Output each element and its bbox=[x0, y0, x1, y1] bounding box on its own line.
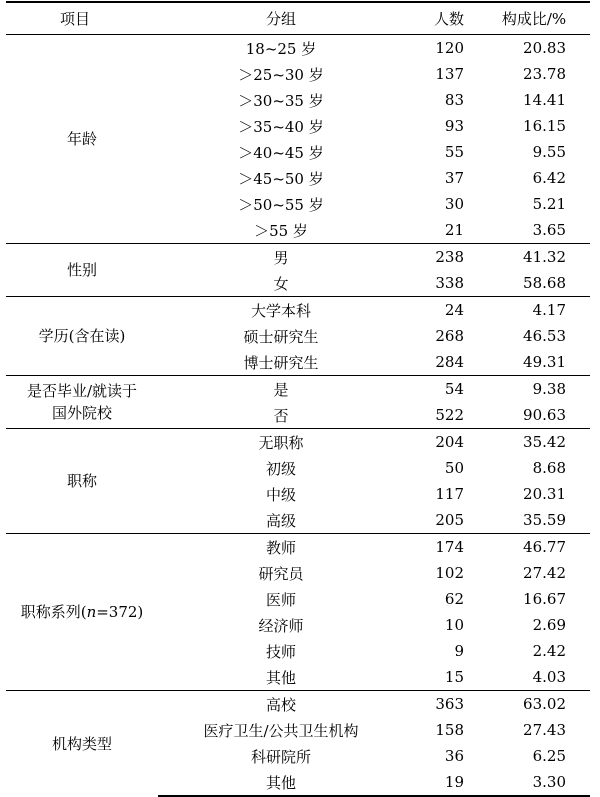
percent-cell: 6.25 bbox=[532, 747, 566, 765]
count-cell: 10 bbox=[444, 616, 464, 634]
percent-cell: 2.42 bbox=[532, 642, 566, 660]
count-cell: 54 bbox=[404, 376, 478, 403]
percent-cell: 14.41 bbox=[523, 91, 566, 109]
category-overseas-line2: 国外院校 bbox=[51, 404, 112, 422]
group-cell: ＞25~30 岁 bbox=[238, 65, 324, 84]
count-cell: 338 bbox=[435, 274, 464, 292]
group-cell: ＞40~45 岁 bbox=[238, 143, 324, 162]
percent-cell: 9.55 bbox=[532, 143, 566, 161]
percent-cell: 9.38 bbox=[478, 376, 590, 403]
header-count: 人数 bbox=[404, 2, 478, 35]
category-gender: 性别 bbox=[6, 244, 158, 297]
group-cell: 大学本科 bbox=[158, 297, 404, 324]
percent-cell: 46.77 bbox=[478, 534, 590, 561]
category-institution: 机构类型 bbox=[6, 691, 158, 797]
header-item: 项目 bbox=[6, 2, 158, 35]
percent-cell: 3.30 bbox=[478, 769, 590, 796]
group-cell: 男 bbox=[158, 244, 404, 271]
group-cell: 否 bbox=[273, 406, 289, 425]
header-group: 分组 bbox=[158, 2, 404, 35]
percent-cell: 20.83 bbox=[478, 35, 590, 62]
percent-cell: 20.31 bbox=[523, 485, 566, 503]
percent-cell: 35.59 bbox=[523, 511, 566, 529]
count-cell: 117 bbox=[435, 485, 464, 503]
count-cell: 93 bbox=[444, 117, 464, 135]
group-cell: 医师 bbox=[265, 590, 296, 609]
count-cell: 30 bbox=[444, 195, 464, 213]
percent-cell: 16.15 bbox=[523, 117, 566, 135]
percent-cell: 6.42 bbox=[532, 169, 566, 187]
group-cell: 高校 bbox=[158, 691, 404, 718]
percent-cell: 23.78 bbox=[523, 65, 566, 83]
category-age: 年龄 bbox=[6, 35, 158, 244]
percent-cell: 35.42 bbox=[478, 429, 590, 456]
category-title-series-pre: 职称系列( bbox=[20, 603, 87, 621]
percent-cell: 58.68 bbox=[523, 274, 566, 292]
count-cell: 62 bbox=[444, 590, 464, 608]
group-cell: 科研院所 bbox=[250, 747, 311, 766]
percent-cell: 41.32 bbox=[478, 244, 590, 271]
count-cell: 83 bbox=[444, 91, 464, 109]
group-cell: 教师 bbox=[158, 534, 404, 561]
table-row bbox=[6, 376, 590, 403]
percent-cell: 63.02 bbox=[478, 691, 590, 718]
group-cell: ＞35~40 岁 bbox=[238, 117, 324, 136]
group-cell: 博士研究生 bbox=[243, 353, 319, 372]
group-cell: 研究员 bbox=[258, 564, 304, 583]
count-cell: 120 bbox=[404, 35, 478, 62]
category-overseas bbox=[6, 376, 158, 429]
group-cell: 无职称 bbox=[158, 429, 404, 456]
percent-cell: 4.03 bbox=[532, 668, 566, 686]
header-row bbox=[6, 2, 590, 35]
demographics-table bbox=[6, 1, 590, 797]
header-percent: 构成比/% bbox=[478, 2, 590, 35]
table-row bbox=[6, 534, 590, 561]
percent-cell: 49.31 bbox=[523, 353, 566, 371]
count-cell: 37 bbox=[444, 169, 464, 187]
category-title: 职称 bbox=[6, 429, 158, 534]
count-cell: 137 bbox=[435, 65, 464, 83]
count-cell: 55 bbox=[444, 143, 464, 161]
percent-cell: 2.69 bbox=[532, 616, 566, 634]
category-title-series-n: n bbox=[86, 603, 97, 621]
count-cell: 284 bbox=[435, 353, 464, 371]
category-education: 学历(含在读) bbox=[6, 297, 158, 376]
count-cell: 522 bbox=[435, 406, 464, 424]
count-cell: 24 bbox=[404, 297, 478, 324]
count-cell: 21 bbox=[444, 221, 464, 239]
group-cell: ＞50~55 岁 bbox=[238, 195, 324, 214]
table-row bbox=[6, 35, 590, 62]
table-row bbox=[6, 429, 590, 456]
group-cell: ＞30~35 岁 bbox=[238, 91, 324, 110]
count-cell: 102 bbox=[435, 564, 464, 582]
group-cell: 初级 bbox=[265, 459, 296, 478]
percent-cell: 90.63 bbox=[523, 406, 566, 424]
count-cell: 36 bbox=[444, 747, 464, 765]
group-cell: ＞55 岁 bbox=[254, 221, 308, 240]
group-cell: ＞45~50 岁 bbox=[238, 169, 324, 188]
count-cell: 205 bbox=[435, 511, 464, 529]
table-row bbox=[6, 244, 590, 271]
count-cell: 50 bbox=[444, 459, 464, 477]
count-cell: 19 bbox=[404, 769, 478, 796]
percent-cell: 8.68 bbox=[532, 459, 566, 477]
percent-cell: 27.42 bbox=[523, 564, 566, 582]
group-cell: 高级 bbox=[265, 511, 296, 530]
group-cell: 女 bbox=[273, 274, 289, 293]
percent-cell: 16.67 bbox=[523, 590, 566, 608]
percent-cell: 5.21 bbox=[532, 195, 566, 213]
percent-cell: 27.43 bbox=[523, 721, 566, 739]
category-title-series-post: =372) bbox=[96, 603, 144, 621]
count-cell: 174 bbox=[404, 534, 478, 561]
count-cell: 15 bbox=[444, 668, 464, 686]
count-cell: 158 bbox=[435, 721, 464, 739]
group-cell: 医疗卫生/公共卫生机构 bbox=[203, 721, 359, 740]
count-cell: 268 bbox=[435, 327, 464, 345]
group-cell: 技师 bbox=[265, 642, 296, 661]
percent-cell: 4.17 bbox=[478, 297, 590, 324]
count-cell: 204 bbox=[404, 429, 478, 456]
group-cell: 是 bbox=[158, 376, 404, 403]
count-cell: 238 bbox=[404, 244, 478, 271]
percent-cell: 3.65 bbox=[532, 221, 566, 239]
count-cell: 363 bbox=[404, 691, 478, 718]
table-row bbox=[6, 691, 590, 718]
table-row bbox=[6, 297, 590, 324]
group-cell: 其他 bbox=[158, 769, 404, 796]
group-cell: 硕士研究生 bbox=[243, 327, 319, 346]
percent-cell: 46.53 bbox=[523, 327, 566, 345]
group-cell: 经济师 bbox=[258, 616, 304, 635]
category-overseas-line1: 是否毕业/就读于 bbox=[26, 382, 138, 400]
category-title-series bbox=[6, 534, 158, 691]
group-cell: 其他 bbox=[265, 668, 296, 687]
group-cell: 中级 bbox=[265, 485, 296, 504]
count-cell: 9 bbox=[454, 642, 464, 660]
group-cell: 18~25 岁 bbox=[158, 35, 404, 62]
